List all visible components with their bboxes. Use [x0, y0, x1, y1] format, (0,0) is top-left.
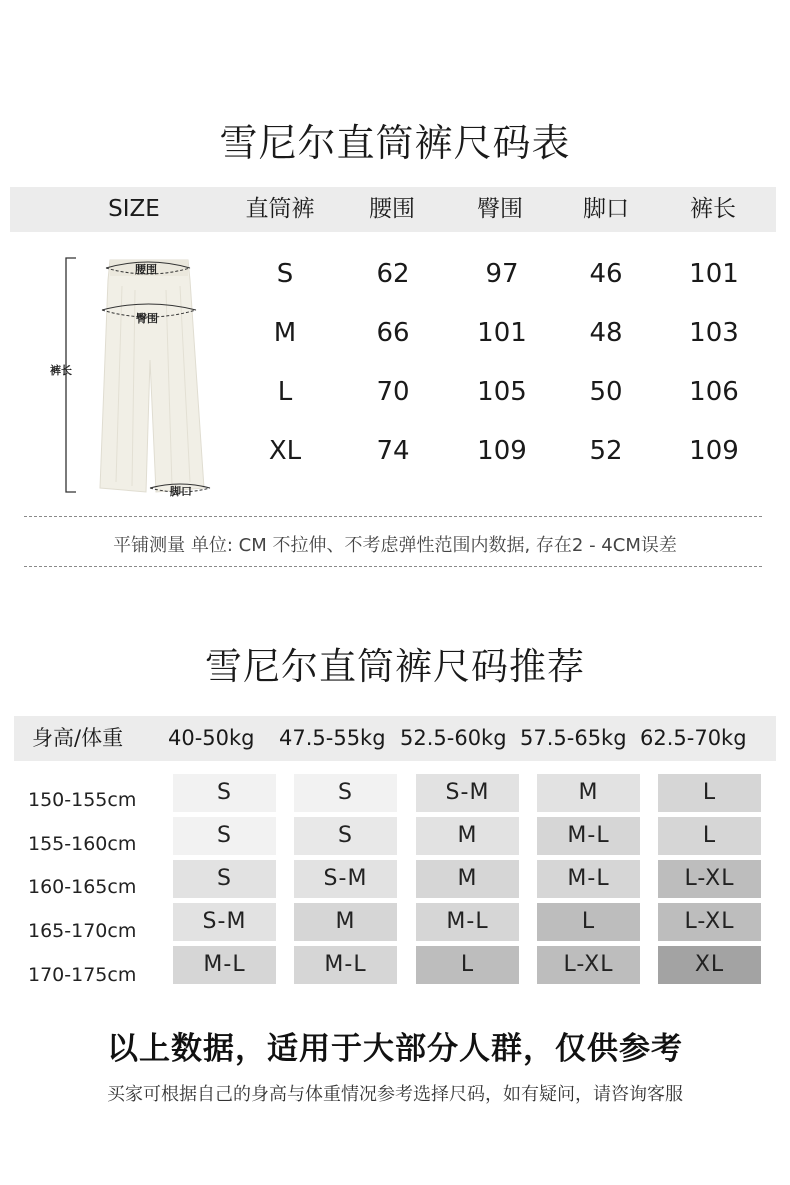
recommend-cell: S-M: [173, 903, 276, 941]
waist-cell: 66: [376, 318, 410, 348]
recommend-cell: L-XL: [658, 903, 761, 941]
recommend-cell: M: [416, 817, 519, 855]
recommend-cell: M-L: [537, 817, 640, 855]
size-cell: L: [277, 377, 293, 407]
size-cell: M: [273, 318, 297, 348]
col-header-waist: 腰围: [369, 196, 415, 222]
recommend-cell: L: [658, 774, 761, 812]
recommend-cell: S: [173, 860, 276, 898]
recommend-cell: L-XL: [537, 946, 640, 984]
size-cell: S: [276, 259, 294, 289]
recommend-cell: XL: [658, 946, 761, 984]
length-label: 裤长: [50, 364, 72, 377]
pants-diagram: [40, 250, 240, 500]
recommend-cell: L: [658, 817, 761, 855]
weight-header: 47.5-55kg: [279, 726, 386, 750]
col-header-hem: 脚口: [583, 196, 629, 222]
recommend-cell: L: [416, 946, 519, 984]
recommend-cell: M-L: [416, 903, 519, 941]
col-header-hip: 臀围: [477, 196, 523, 222]
recommend-cell: S: [294, 817, 397, 855]
hip-label: 臀围: [136, 312, 158, 325]
height-label: 155-160cm: [28, 833, 137, 855]
hip-cell: 101: [477, 318, 527, 348]
recommend-title: 雪尼尔直筒裤尺码推荐: [205, 645, 585, 688]
footer-subtext: 买家可根据自己的身高与体重情况参考选择尺码，如有疑问，请咨询客服: [107, 1084, 683, 1105]
size-cell: XL: [268, 436, 302, 466]
length-cell: 109: [689, 436, 739, 466]
divider: [24, 516, 762, 517]
waist-cell: 70: [376, 377, 410, 407]
hem-label: 脚口: [170, 485, 192, 498]
size-table-header: [10, 187, 776, 232]
recommend-cell: S: [173, 817, 276, 855]
weight-header: 62.5-70kg: [640, 726, 747, 750]
footer-headline: 以上数据，适用于大部分人群，仅供参考: [107, 1031, 683, 1067]
recommend-cell: M: [537, 774, 640, 812]
hem-cell: 50: [589, 377, 623, 407]
col-header-style: 直筒裤: [245, 196, 315, 222]
waist-label: 腰围: [135, 263, 157, 276]
hem-cell: 46: [589, 259, 623, 289]
hem-cell: 48: [589, 318, 623, 348]
recommend-cell: S-M: [294, 860, 397, 898]
recommend-cell: S: [294, 774, 397, 812]
length-cell: 101: [689, 259, 739, 289]
recommend-cell: M-L: [537, 860, 640, 898]
recommend-cell: L-XL: [658, 860, 761, 898]
recommend-cell: S: [173, 774, 276, 812]
height-label: 165-170cm: [28, 920, 137, 942]
recommend-cell: M-L: [294, 946, 397, 984]
length-cell: 106: [689, 377, 739, 407]
hip-cell: 105: [477, 377, 527, 407]
col-header-length: 裤长: [690, 196, 736, 222]
length-cell: 103: [689, 318, 739, 348]
recommend-header: [14, 716, 776, 761]
weight-header: 40-50kg: [168, 726, 255, 750]
weight-header: 52.5-60kg: [400, 726, 507, 750]
height-label: 150-155cm: [28, 789, 137, 811]
hip-cell: 109: [477, 436, 527, 466]
hem-cell: 52: [589, 436, 623, 466]
height-label: 170-175cm: [28, 964, 137, 986]
corner-label: 身高/体重: [32, 726, 124, 750]
recommend-cell: L: [537, 903, 640, 941]
col-header-size: SIZE: [108, 196, 160, 222]
waist-cell: 74: [376, 436, 410, 466]
recommend-cell: S-M: [416, 774, 519, 812]
recommend-cell: M: [294, 903, 397, 941]
measurement-note: 平铺测量 单位: CM 不拉伸、不考虑弹性范围内数据, 存在2 - 4CM误差: [113, 535, 677, 556]
hip-cell: 97: [485, 259, 519, 289]
height-label: 160-165cm: [28, 876, 137, 898]
divider: [24, 566, 762, 567]
size-chart-title: 雪尼尔直筒裤尺码表: [219, 121, 571, 165]
waist-cell: 62: [376, 259, 410, 289]
weight-header: 57.5-65kg: [520, 726, 627, 750]
recommend-cell: M-L: [173, 946, 276, 984]
recommend-cell: M: [416, 860, 519, 898]
